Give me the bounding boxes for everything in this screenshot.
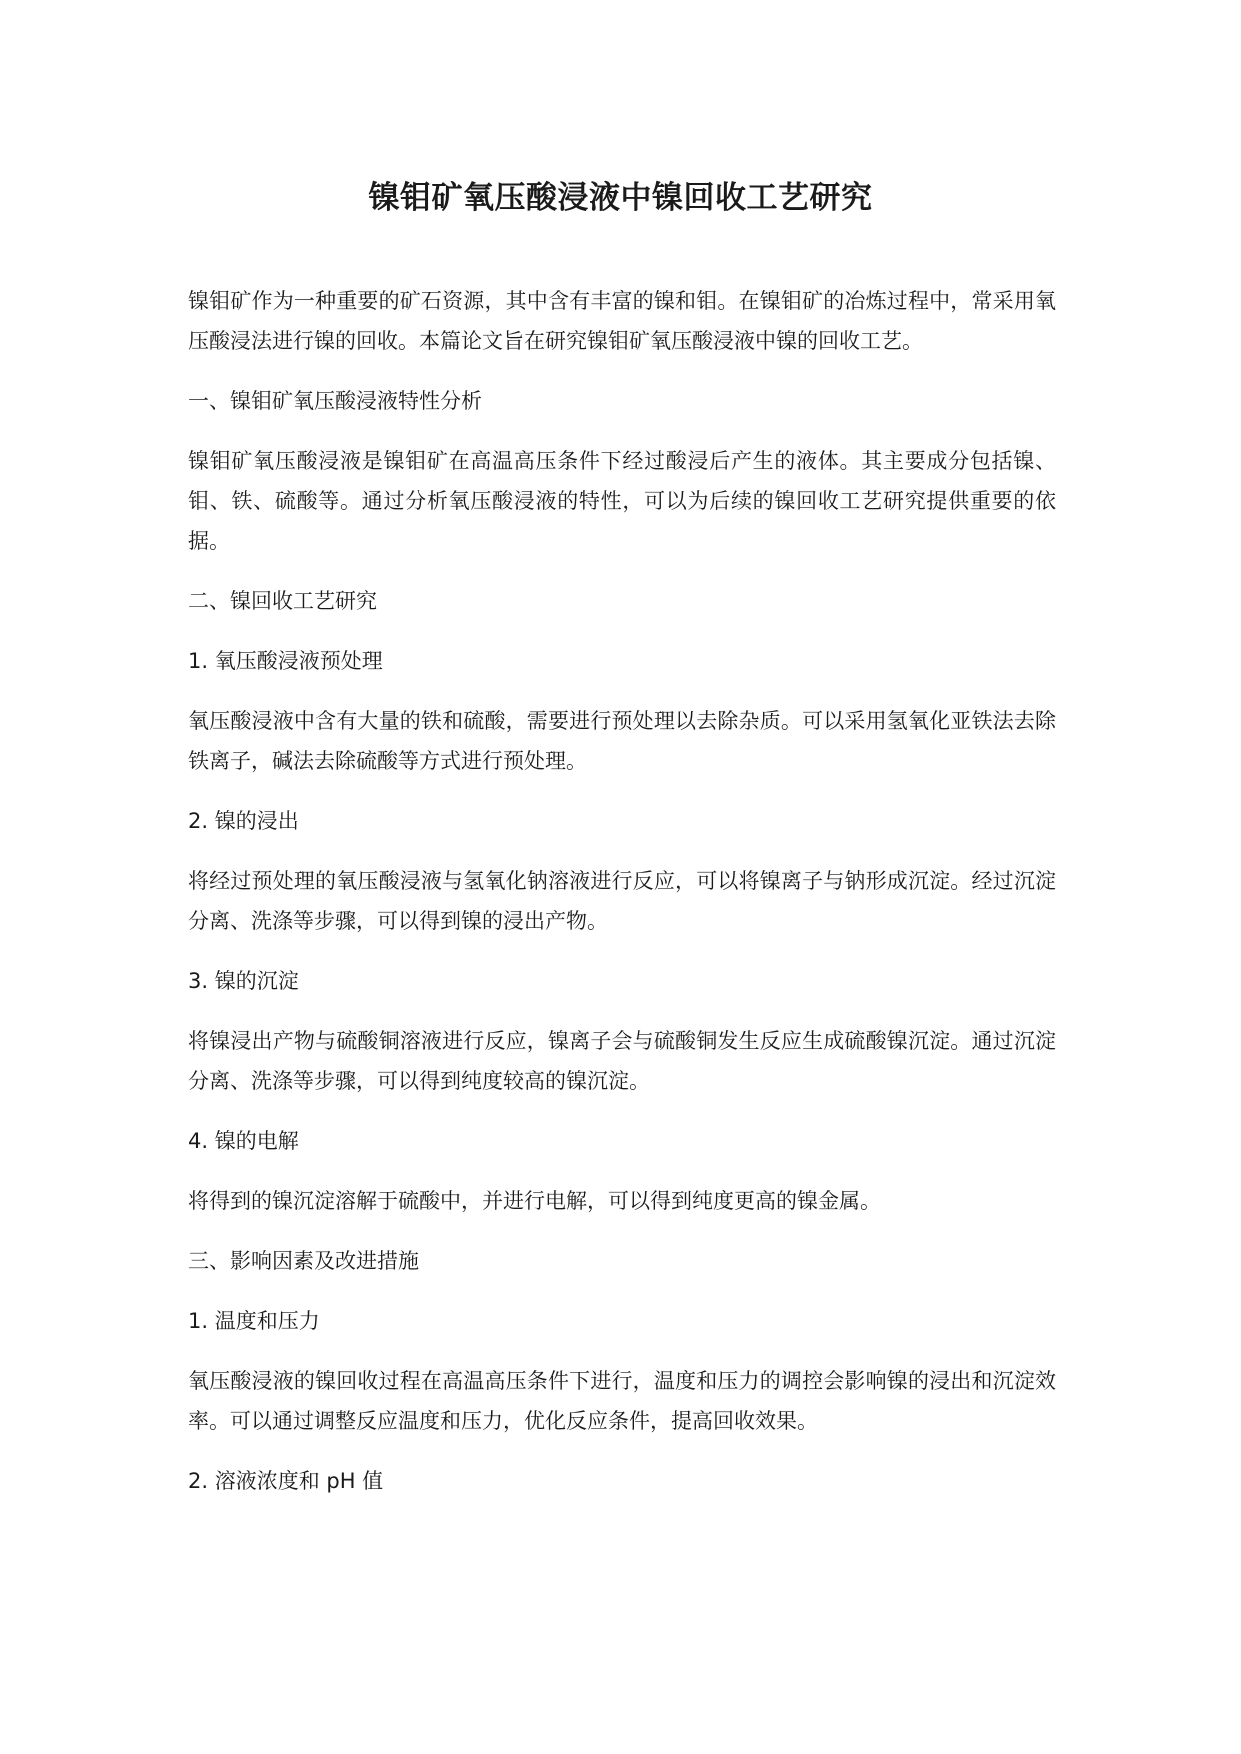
subsection-heading-2-3: 3. 镍的沉淀 <box>188 969 299 993</box>
subsection-2-3-paragraph: 将镍浸出产物与硫酸铜溶液进行反应，镍离子会与硫酸铜发生反应生成硫酸镍沉淀。通过沉淀分离、洗涤等步骤，可以得到纯度较高的镍沉淀。 <box>188 1029 1056 1093</box>
subsection-heading-2-2: 2. 镍的浸出 <box>188 809 299 833</box>
subsection-2-2-paragraph: 将经过预处理的氧压酸浸液与氢氧化钠溶液进行反应，可以将镍离子与钠形成沉淀。经过沉淀分离、洗涤等步骤，可以得到镍的浸出产物。 <box>188 869 1056 933</box>
subsection-heading-3-2: 2. 溶液浓度和 pH 值 <box>188 1469 384 1493</box>
subsection-2-4-paragraph: 将得到的镍沉淀溶解于硫酸中，并进行电解，可以得到纯度更高的镍金属。 <box>188 1189 881 1213</box>
intro-paragraph: 镍钼矿作为一种重要的矿石资源，其中含有丰富的镍和钼。在镍钼矿的冶炼过程中，常采用氧压酸浸法进行镍的回收。本篇论文旨在研究镍钼矿氧压酸浸液中镍的回收工艺。 <box>188 289 1056 353</box>
subsection-3-1-paragraph: 氧压酸浸液的镍回收过程在高温高压条件下进行，温度和压力的调控会影响镍的浸出和沉淀效率。可以通过调整反应温度和压力，优化反应条件，提高回收效果。 <box>188 1369 1056 1433</box>
section-heading-1: 一、镍钼矿氧压酸浸液特性分析 <box>188 389 482 413</box>
subsection-heading-2-4: 4. 镍的电解 <box>188 1129 299 1153</box>
document-title: 镍钼矿氧压酸浸液中镍回收工艺研究 <box>368 180 873 216</box>
subsection-heading-2-1: 1. 氧压酸浸液预处理 <box>188 649 383 673</box>
section-1-paragraph: 镍钼矿氧压酸浸液是镍钼矿在高温高压条件下经过酸浸后产生的液体。其主要成分包括镍、钼、铁、硫酸等。通过分析氧压酸浸液的特性，可以为后续的镍回收工艺研究提供重要的依据。 <box>188 449 1056 553</box>
subsection-2-1-paragraph: 氧压酸浸液中含有大量的铁和硫酸，需要进行预处理以去除杂质。可以采用氢氧化亚铁法去除铁离子，碱法去除硫酸等方式进行预处理。 <box>188 709 1056 773</box>
subsection-heading-3-1: 1. 温度和压力 <box>188 1309 320 1333</box>
section-heading-2: 二、镍回收工艺研究 <box>188 589 377 613</box>
section-heading-3: 三、影响因素及改进措施 <box>188 1249 419 1273</box>
document-body <box>188 281 1056 1521</box>
